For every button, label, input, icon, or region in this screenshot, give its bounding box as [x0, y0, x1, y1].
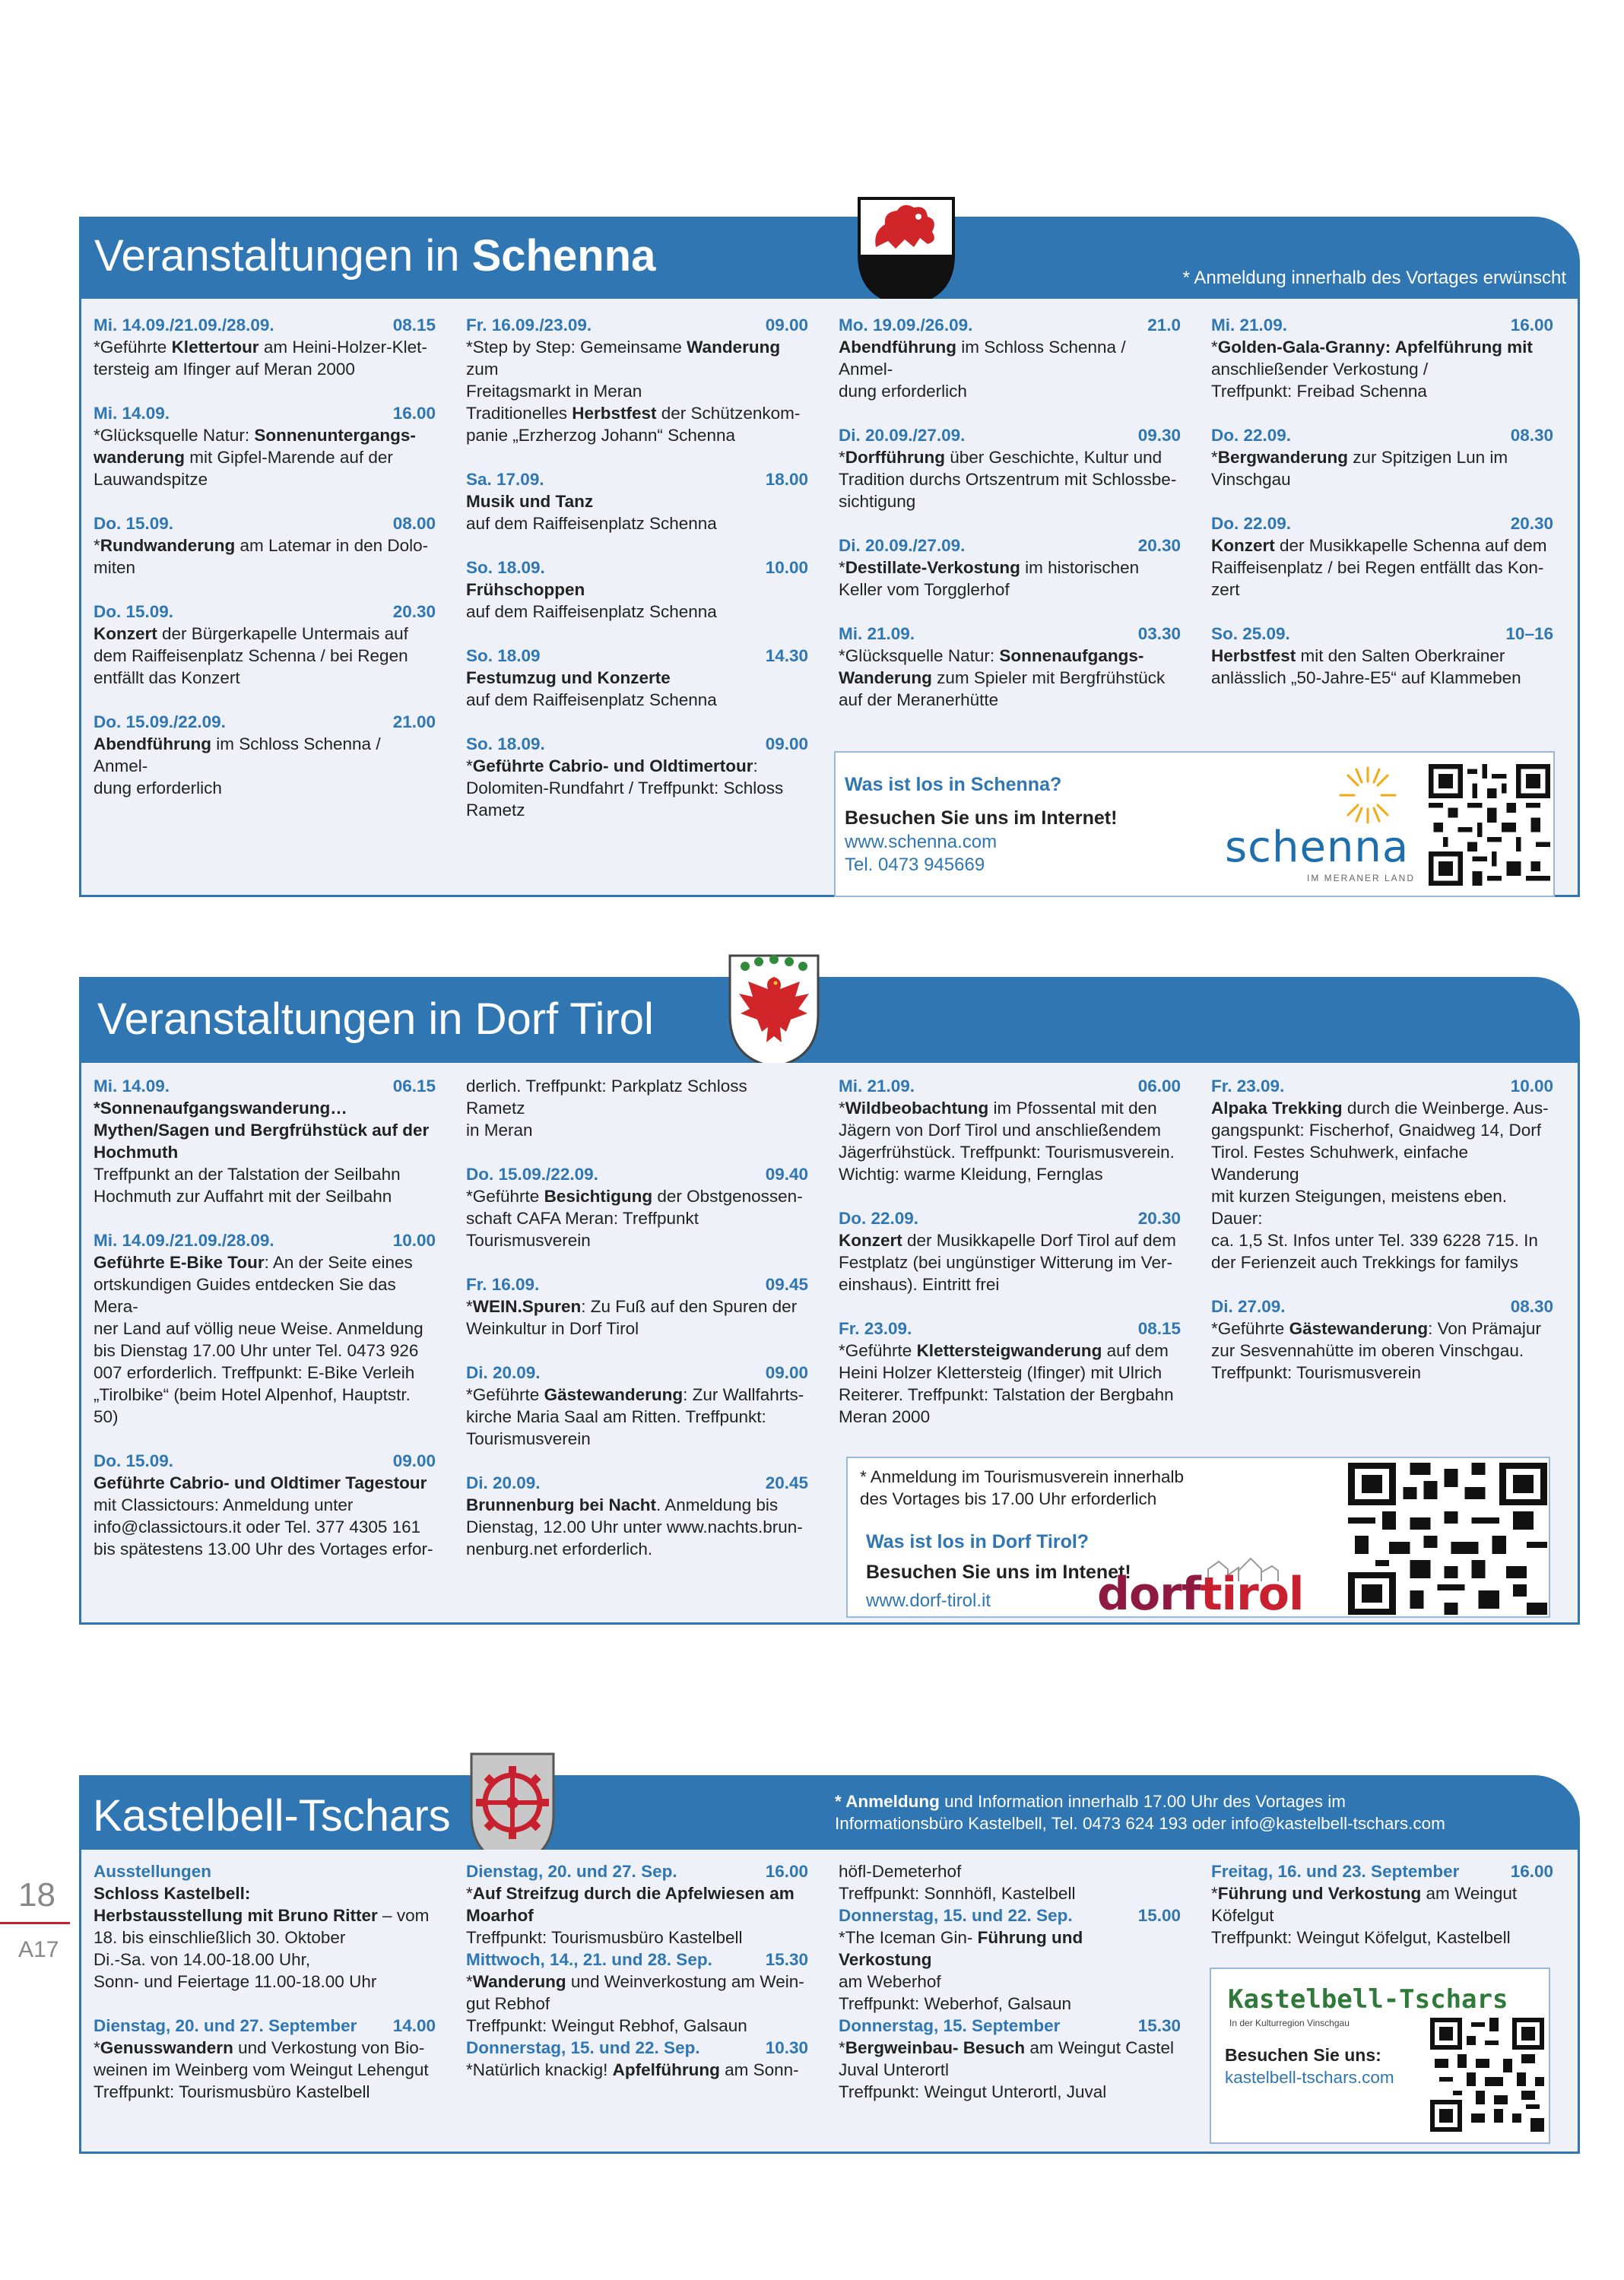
event-description: *Bergwanderung zur Spitzigen Lun im Vinschgau: [1211, 448, 1508, 489]
event-description: Herbstfest mit den Salten Oberkrainer anlässlich „50-Jahre-E5“ auf Klammeben: [1211, 646, 1521, 687]
event-time: 06.15: [392, 1077, 436, 1096]
note-rest: und Information innerhalb 17.00 Uhr des Vortages im Informationsbüro Kastelbell, Tel. 0473 624 193 oder info@kastelbell-tschars.com: [835, 1792, 1445, 1833]
event-column-2: [466, 314, 808, 843]
info-note: * Anmeldung im Tourismusverein innerhalb des Vortages bis 17.00 Uhr erforderlich: [860, 1467, 1185, 1508]
event-time: 03.30: [1137, 624, 1181, 643]
event-item: [466, 2037, 808, 2081]
title-bold: Schenna: [471, 231, 656, 281]
event-column-4: [1211, 314, 1553, 711]
event-date: Di. 20.09.: [466, 1473, 541, 1492]
event-item: [1211, 1860, 1553, 1949]
event-time: 20.45: [765, 1473, 808, 1492]
event-date: Do. 15.09.: [94, 514, 174, 533]
event-description: *The Iceman Gin- Führung und Verkostung am Weberhof Treffpunkt: Weberhof, Galsaun: [839, 1928, 1083, 2013]
event-description: *Step by Step: Gemeinsame Wanderung zum Freitagsmarkt in Meran Traditionelles Herbstfest der Schützenkom- panie „Erzherzog Johann“ Schenna: [466, 338, 801, 445]
event-time: 08.15: [392, 316, 436, 335]
info-cta: Besuchen Sie uns im Intenet!: [866, 1562, 1131, 1583]
event-date-time: [94, 711, 436, 733]
kastelbell-registration-note: [835, 1790, 1445, 1834]
event-item: [466, 1860, 808, 1949]
event-date: Ausstellungen: [94, 1862, 212, 1881]
event-description: *Natürlich knackig! Apfelführung am Sonn-: [466, 2060, 799, 2079]
event-time: 09.00: [765, 1363, 808, 1382]
event-item: [1211, 314, 1553, 402]
event-item: [94, 1860, 436, 1993]
schenna-website-link[interactable]: www.schenna.com: [845, 832, 998, 852]
event-time: 09.00: [392, 1451, 436, 1470]
event-description: *Geführte Gästewanderung: Von Prämajur zur Sesvennahütte im oberen Vinschgau. Treffpunkt: Tourismusverein: [1211, 1319, 1541, 1382]
event-date-time: [1211, 1295, 1553, 1318]
tirol-qr-code[interactable]: [1348, 1463, 1547, 1615]
event-time: 16.00: [392, 404, 436, 423]
event-date: Dienstag, 20. und 27. September: [94, 2016, 357, 2035]
event-date-time: [839, 1207, 1181, 1229]
dorftirol-logo: [1097, 1568, 1304, 1621]
title-prefix: Veranstaltungen in: [94, 231, 472, 281]
event-item: [839, 623, 1181, 711]
event-date: Do. 15.09./22.09.: [94, 712, 226, 731]
event-date-time: [466, 1949, 808, 1971]
event-column-1: [94, 314, 436, 821]
event-date-time: [94, 2015, 436, 2037]
event-item: [94, 402, 436, 490]
event-date: So. 18.09.: [466, 558, 545, 577]
event-column-2: [466, 1860, 808, 2081]
event-item: [466, 1362, 808, 1450]
event-description: *Glücksquelle Natur: Sonnenuntergangs- wanderung mit Gipfel-Marende auf der Lauwandspitze: [94, 426, 416, 489]
event-time: 15.30: [1137, 2016, 1181, 2035]
event-date: Do. 15.09.: [94, 602, 174, 621]
event-date-time: [1211, 1860, 1553, 1882]
event-item: [1211, 1295, 1553, 1384]
schenna-info-box: [834, 751, 1555, 897]
event-description: *Geführte Cabrio- und Oldtimertour: Dolomiten-Rundfahrt / Treffpunkt: Schloss Rametz: [466, 756, 784, 820]
event-date-time: [466, 1273, 808, 1295]
kastelbell-logo: Kastelbell-Tschars: [1228, 1984, 1508, 2015]
tirol-eagle-crest-icon: [725, 950, 823, 1070]
info-question: Was ist los in Dorf Tirol?: [866, 1531, 1090, 1552]
section-body: [79, 1063, 1580, 1625]
event-time: 08.30: [1510, 426, 1553, 445]
sun-icon: [1337, 765, 1398, 826]
event-column-2: [466, 1075, 808, 1582]
info-question: Was ist los in Schenna?: [845, 774, 1062, 795]
event-date-time: [839, 1318, 1181, 1340]
event-date-time: [466, 1362, 808, 1384]
event-item: [466, 733, 808, 821]
event-item: [94, 314, 436, 380]
event-item: [94, 512, 436, 579]
event-description: Frühschoppen auf dem Raiffeisenplatz Schenna: [466, 580, 717, 621]
event-date: Mi. 14.09.: [94, 404, 170, 423]
event-description: Geführte E-Bike Tour: An der Seite eines ortskundigen Guides entdecken Sie das Mera- ner Land auf völlig neue Weise. Anmeldung bis Dienstag 17.00 Uhr unter Tel. 0473 926 007 erforderlich. Treffpunkt: E-Bike Verleih „Tirolbike“ (beim Hotel Alpenhof, Hauptstr. 50): [94, 1253, 423, 1426]
event-date: Donnerstag, 15. September: [839, 2016, 1061, 2035]
event-date: So. 18.09.: [466, 734, 545, 753]
event-item: [466, 1163, 808, 1251]
event-item: [466, 1273, 808, 1340]
event-date: Fr. 16.09.: [466, 1275, 540, 1294]
event-description: *Wanderung und Weinverkostung am Wein- gut Rebhof Treffpunkt: Weingut Rebhof, Galsaun: [466, 1972, 804, 2035]
event-item: [839, 2015, 1181, 2103]
event-description: *Rundwanderung am Latemar in den Dolo- miten: [94, 536, 429, 577]
event-time: 08.30: [1510, 1297, 1553, 1316]
tirol-website-link[interactable]: www.dorf-tirol.it: [866, 1590, 991, 1611]
event-date: Mi. 21.09.: [1211, 316, 1288, 335]
info-cta: Besuchen Sie uns im Internet!: [845, 807, 1118, 829]
event-date-time: [94, 1075, 436, 1097]
event-description: *Wildbeobachtung im Pfossental mit den Jägern von Dorf Tirol und anschließendem Jägerfrühstück. Treffpunkt: Tourismusverein. Wichtig: warme Kleidung, Fernglas: [839, 1099, 1175, 1184]
event-item: [839, 534, 1181, 601]
event-item: [1211, 424, 1553, 490]
event-date-time: [466, 314, 808, 336]
event-item: [94, 601, 436, 689]
event-date: Mi. 14.09.: [94, 1077, 170, 1096]
event-time: 08.15: [1137, 1319, 1181, 1338]
event-date-time: [466, 645, 808, 667]
event-date-time: [466, 557, 808, 579]
event-item: [94, 1450, 436, 1560]
event-column-3: [839, 1075, 1181, 1450]
event-description: Konzert der Bürgerkapelle Untermais auf dem Raiffeisenplatz Schenna / bei Regen entfällt das Konzert: [94, 624, 408, 687]
event-item: [839, 424, 1181, 512]
event-description: *Geführte Gästewanderung: Zur Wallfahrts- kirche Maria Saal am Ritten. Treffpunkt: Tourismusverein: [466, 1385, 804, 1448]
section-title: [94, 230, 655, 281]
event-time: 21.00: [392, 712, 436, 731]
section-body: [79, 299, 1580, 897]
kastelbell-website-link[interactable]: kastelbell-tschars.com: [1225, 2068, 1394, 2087]
event-description: derlich. Treffpunkt: Parkplatz Schloss Rametz in Meran: [466, 1077, 747, 1140]
event-date: So. 18.09: [466, 646, 541, 665]
event-date: Mi. 21.09.: [839, 1077, 915, 1096]
schenna-logo: schenna: [1225, 823, 1410, 872]
event-item: [466, 645, 808, 711]
section-header: [79, 1775, 1580, 1850]
event-time: 20.30: [392, 602, 436, 621]
event-description: Abendführung im Schloss Schenna / Anmel- dung erforderlich: [94, 734, 381, 798]
note-bold: * Anmeldung: [835, 1792, 940, 1811]
event-date: Donnerstag, 15. und 22. Sep.: [466, 2038, 700, 2057]
event-date-time: [1211, 1075, 1553, 1097]
event-description: Musik und Tanz auf dem Raiffeisenplatz Schenna: [466, 492, 717, 533]
event-date: Di. 20.09./27.09.: [839, 426, 966, 445]
event-date-time: [466, 1860, 808, 1882]
event-date: Donnerstag, 15. und 22. Sep.: [839, 1906, 1073, 1925]
event-date-time: [839, 623, 1181, 645]
event-item: [466, 1949, 808, 2037]
event-date: So. 25.09.: [1211, 624, 1290, 643]
event-description: *Geführte Besichtigung der Obstgenossen- schaft CAFA Meran: Treffpunkt Tourismusverein: [466, 1187, 803, 1250]
event-date-time: [1211, 314, 1553, 336]
event-description: Festumzug und Konzerte auf dem Raiffeisenplatz Schenna: [466, 668, 717, 709]
event-time: 16.00: [1510, 316, 1553, 335]
event-date-time: [1211, 512, 1553, 534]
event-date: Mi. 21.09.: [839, 624, 915, 643]
event-date-time: [839, 314, 1181, 336]
section-title: Veranstaltungen in Dorf Tirol: [97, 994, 654, 1044]
event-description: höfl-Demeterhof Treffpunkt: Sonnhöfl, Kastelbell: [839, 1862, 1076, 1903]
event-date: Mi. 14.09./21.09./28.09.: [94, 316, 274, 335]
event-time: 10–16: [1505, 624, 1553, 643]
event-column-1: [94, 1075, 436, 1582]
event-item: [466, 557, 808, 623]
event-time: 09.45: [765, 1275, 808, 1294]
event-item: [839, 314, 1181, 402]
event-item: [1211, 512, 1553, 601]
event-date-time: [1211, 623, 1553, 645]
kastelbell-info-box: [1210, 1968, 1550, 2144]
event-item: [94, 2015, 436, 2103]
event-date-time: [94, 314, 436, 336]
event-description: *Führung und Verkostung am Weingut Köfelgut Treffpunkt: Weingut Köfelgut, Kastelbell: [1211, 1884, 1518, 1947]
event-date-time: [466, 733, 808, 755]
event-column-4: [1211, 1860, 1553, 1949]
event-date: Sa. 17.09.: [466, 470, 544, 489]
event-date-time: [94, 1860, 436, 1882]
logo-part-dorf: dorf: [1097, 1568, 1201, 1621]
schenna-qr-code[interactable]: [1429, 762, 1550, 888]
event-time: 16.00: [765, 1862, 808, 1881]
event-item: [94, 1075, 436, 1207]
event-date-time: [466, 1163, 808, 1185]
event-description: *Geführte Klettertour am Heini-Holzer-Klet- tersteig am Ifinger auf Meran 2000: [94, 338, 427, 379]
event-description: Abendführung im Schloss Schenna / Anmel- dung erforderlich: [839, 338, 1126, 401]
event-item: [94, 1229, 436, 1428]
event-item: [1211, 1075, 1553, 1273]
event-date: Di. 27.09.: [1211, 1297, 1286, 1316]
event-date: Fr. 23.09.: [839, 1319, 912, 1338]
event-description: *Auf Streifzug durch die Apfelwiesen am Moarhof Treffpunkt: Tourismusbüro Kastelbell: [466, 1884, 795, 1947]
info-cta: Besuchen Sie uns:: [1225, 2045, 1381, 2065]
event-date: Do. 22.09.: [1211, 514, 1292, 533]
event-date: Di. 20.09./27.09.: [839, 536, 966, 555]
event-time: 10.00: [392, 1231, 436, 1250]
section-dorf-tirol: [79, 977, 1580, 1625]
kastelbell-qr-code[interactable]: [1430, 2018, 1544, 2132]
event-time: 08.00: [392, 514, 436, 533]
section-schenna: [79, 217, 1580, 897]
section-header: [79, 977, 1580, 1063]
section-title: Kastelbell-Tschars: [93, 1791, 451, 1841]
tirol-info-box: [846, 1457, 1550, 1621]
event-date-time: [94, 1450, 436, 1472]
event-column-4: [1211, 1075, 1553, 1406]
event-description: *Bergweinbau- Besuch am Weingut Castel Juval Unterortl Treffpunkt: Weingut Unterortl, Juval: [839, 2038, 1174, 2101]
event-description: Konzert der Musikkapelle Dorf Tirol auf dem Festplatz (bei ungünstiger Witterung im Ver- einshaus). Eintritt frei: [839, 1231, 1176, 1294]
event-item: [1211, 623, 1553, 689]
event-date: Mo. 19.09./26.09.: [839, 316, 973, 335]
section-body: [79, 1850, 1580, 2154]
event-time: 09.00: [765, 316, 808, 335]
page-section-code: A17: [18, 1937, 59, 1962]
registration-note: * Anmeldung innerhalb des Vortages erwünscht: [1182, 268, 1566, 288]
event-time: 14.00: [392, 2016, 436, 2035]
event-item: [466, 1472, 808, 1560]
event-description: Brunnenburg bei Nacht. Anmeldung bis Dienstag, 12.00 Uhr unter www.nachts.brun- nenburg.net erforderlich.: [466, 1495, 803, 1559]
event-date: Do. 15.09.: [94, 1451, 174, 1470]
event-description: Schloss Kastelbell: Herbstausstellung mit Bruno Ritter – vom 18. bis einschließlich 30. Oktober Di.-Sa. von 14.00-18.00 Uhr, Sonn- und Feiertage 11.00-18.00 Uhr: [94, 1884, 430, 1991]
event-date: Do. 15.09./22.09.: [466, 1165, 598, 1184]
event-date-time: [466, 468, 808, 490]
event-date: Mi. 14.09./21.09./28.09.: [94, 1231, 274, 1250]
event-date-time: [839, 424, 1181, 446]
event-date: Fr. 23.09.: [1211, 1077, 1285, 1096]
event-date-time: [839, 2015, 1181, 2037]
event-date-time: [466, 2037, 808, 2059]
event-time: 10.00: [1510, 1077, 1553, 1096]
event-item: [466, 314, 808, 446]
event-time: 20.30: [1510, 514, 1553, 533]
event-time: 06.00: [1137, 1077, 1181, 1096]
event-date: Dienstag, 20. und 27. Sep.: [466, 1862, 677, 1881]
event-description: *Geführte Klettersteigwanderung auf dem Heini Holzer Klettersteig (Ifinger) mit Ulrich Reiterer. Treffpunkt: Talstation der Bergbahn Meran 2000: [839, 1341, 1174, 1426]
logo-part-tirol: tirol: [1200, 1568, 1304, 1621]
event-date: Do. 22.09.: [839, 1209, 919, 1228]
event-description: *Golden-Gala-Granny: Apfelführung mit anschließender Verkostung / Treffpunkt: Freibad Schenna: [1211, 338, 1533, 401]
event-time: 15.00: [1137, 1906, 1181, 1925]
event-description: *WEIN.Spuren: Zu Fuß auf den Spuren der Weinkultur in Dorf Tirol: [466, 1297, 798, 1338]
event-description: *Genusswandern und Verkostung von Bio- weinen im Weinberg vom Weingut Lehengut Treffpunkt: Tourismusbüro Kastelbell: [94, 2038, 429, 2101]
event-item: [466, 1075, 808, 1141]
event-column-1: [94, 1860, 436, 2125]
event-description: *Glücksquelle Natur: Sonnenaufgangs- Wanderung zum Spieler mit Bergfrühstück auf der Meranerhütte: [839, 646, 1166, 709]
event-description: Alpaka Trekking durch die Weinberge. Aus- gangspunkt: Fischerhof, Gnaidweg 14, Dorf Tirol. Festes Schuhwerk, einfache Wanderung mit kurzen Steigungen, meistens eben. Dauer: ca. 1,5 St. Infos unter Tel. 339 6228 715. In der Ferienzeit auch Trekkings for familys: [1211, 1099, 1549, 1272]
event-time: 15.30: [765, 1950, 808, 1969]
event-date-time: [1211, 424, 1553, 446]
event-time: 09.30: [1137, 426, 1181, 445]
schenna-crest-icon: [853, 194, 959, 308]
event-time: 10.00: [765, 558, 808, 577]
event-description: *Destillate-Verkostung im historischen Keller vom Torgglerhof: [839, 558, 1140, 599]
event-date-time: [94, 402, 436, 424]
event-item: [839, 1075, 1181, 1185]
event-date: Fr. 16.09./23.09.: [466, 316, 592, 335]
event-description: *Dorfführung über Geschichte, Kultur und Tradition durchs Ortszentrum mit Schlossbe- sichtigung: [839, 448, 1177, 511]
event-column-3: [839, 1860, 1181, 2103]
event-item: [839, 1207, 1181, 1295]
event-item: [839, 1318, 1181, 1428]
page-number-divider: [0, 1922, 70, 1924]
event-item: [466, 468, 808, 534]
event-time: 20.30: [1137, 536, 1181, 555]
event-column-3: [839, 314, 1181, 733]
event-time: 10.30: [765, 2038, 808, 2057]
event-time: 09.00: [765, 734, 808, 753]
event-time: 16.00: [1510, 1862, 1553, 1881]
event-date-time: [94, 601, 436, 623]
event-date-time: [466, 1472, 808, 1494]
event-item: [94, 711, 436, 799]
event-time: 14.30: [765, 646, 808, 665]
event-item: [839, 1860, 1181, 1904]
event-date-time: [839, 1904, 1181, 1926]
event-date: Mittwoch, 14., 21. und 28. Sep.: [466, 1950, 712, 1969]
event-date: Freitag, 16. und 23. September: [1211, 1862, 1460, 1881]
event-time: 09.40: [765, 1165, 808, 1184]
event-time: 18.00: [765, 470, 808, 489]
event-date: Di. 20.09.: [466, 1363, 541, 1382]
schenna-phone: Tel. 0473 945669: [845, 855, 985, 875]
event-date: Do. 22.09.: [1211, 426, 1292, 445]
event-description: Geführte Cabrio- und Oldtimer Tagestour mit Classictours: Anmeldung unter info@classictours.it oder Tel. 377 4305 161 bis spätestens 13.00 Uhr des Vortages erfor-: [94, 1473, 433, 1559]
event-time: 20.30: [1137, 1209, 1181, 1228]
event-description: *Sonnenaufgangswanderung… Mythen/Sagen und Bergfrühstück auf der Hochmuth Treffpunkt an der Talstation der Seilbahn Hochmuth zur Auffahrt mit der Seilbahn: [94, 1099, 430, 1206]
event-description: Konzert der Musikkapelle Schenna auf dem Raiffeisenplatz / bei Regen entfällt das Kon- zert: [1211, 536, 1547, 599]
kastelbell-logo-sub: In der Kulturregion Vinschgau: [1229, 2018, 1350, 2028]
event-time: 21.0: [1147, 316, 1181, 335]
event-date-time: [839, 1075, 1181, 1097]
event-date-time: [839, 534, 1181, 557]
event-date-time: [94, 1229, 436, 1251]
section-kastelbell: [79, 1775, 1580, 2154]
section-header: [79, 217, 1580, 299]
event-item: [839, 1904, 1181, 2015]
schenna-logo-sub: IM MERANER LAND: [1307, 873, 1416, 883]
event-date-time: [94, 512, 436, 534]
page-number: 18: [18, 1876, 56, 1914]
